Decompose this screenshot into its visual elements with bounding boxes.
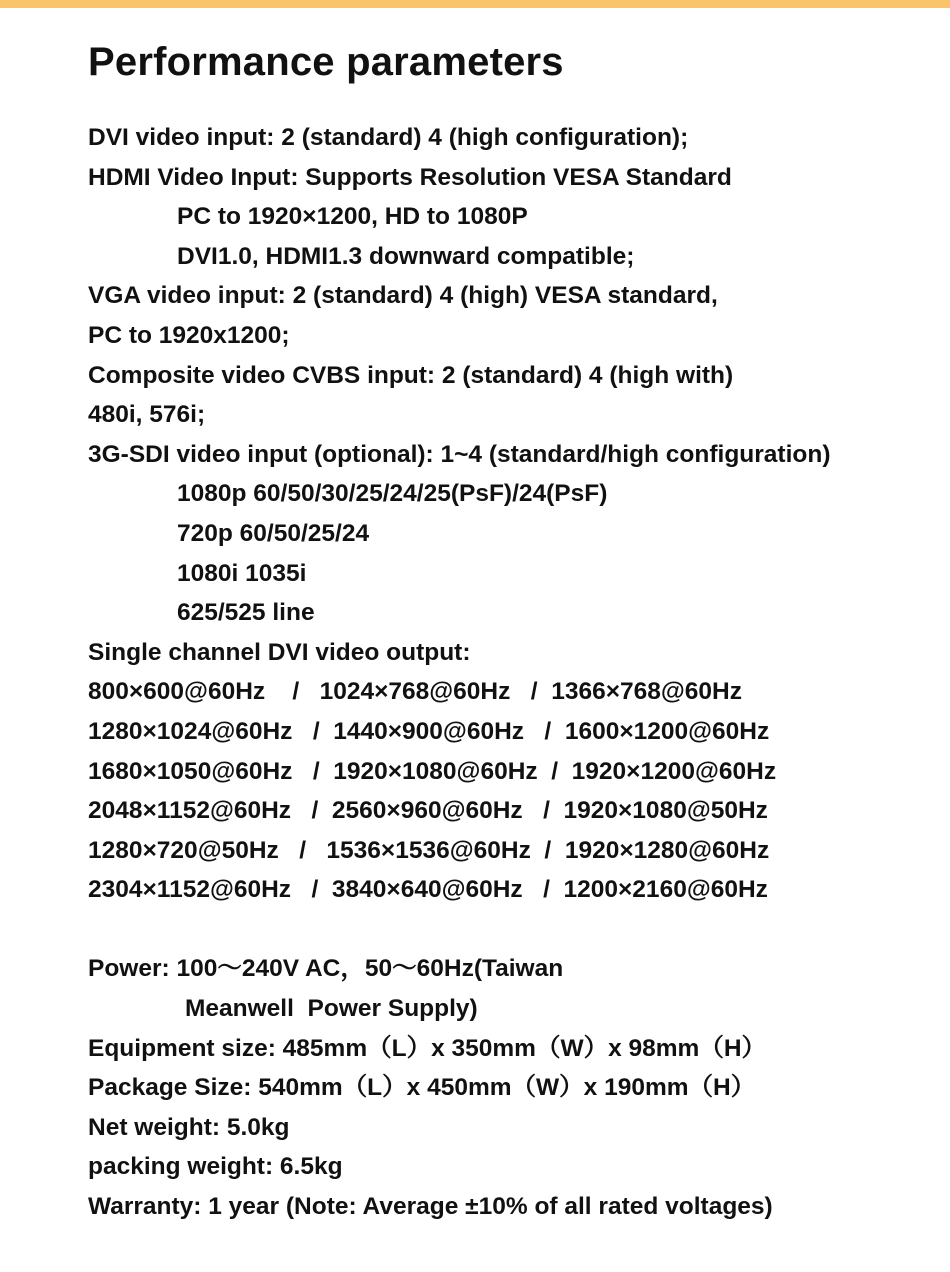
spec-list xyxy=(88,118,938,1227)
spec-cvbs-input: Composite video CVBS input: 2 (standard) 4 (high with) xyxy=(88,361,734,389)
spacer xyxy=(88,910,938,950)
spec-packing-weight: packing weight: 6.5kg xyxy=(88,1153,343,1181)
spec-power-supply: Meanwell Power Supply) xyxy=(185,995,478,1023)
spec-cvbs-resolution: 480i, 576i; xyxy=(88,401,206,429)
spec-package-size: Package Size: 540mm（L）x 450mm（W）x 190mm（H） xyxy=(88,1074,756,1102)
output-resolution-row: 800×600@60Hz / 1024×768@60Hz / 1366×768@60Hz xyxy=(88,678,742,706)
output-resolution-row: 1680×1050@60Hz / 1920×1080@60Hz / 1920×1200@60Hz xyxy=(88,757,777,785)
output-resolution-row: 2048×1152@60Hz / 2560×960@60Hz / 1920×1080@50Hz xyxy=(88,797,768,825)
spec-vga-input: VGA video input: 2 (standard) 4 (high) VESA standard, xyxy=(88,282,718,310)
spec-power: Power: 100～240V AC，50～60Hz(Taiwan xyxy=(88,955,564,983)
page-title: Performance parameters xyxy=(88,40,564,84)
spec-equipment-size: Equipment size: 485mm（L）x 350mm（W）x 98mm（H） xyxy=(88,1034,767,1062)
spec-vga-resolution: PC to 1920x1200; xyxy=(88,321,290,349)
spec-warranty: Warranty: 1 year (Note: Average ±10% of all rated voltages) xyxy=(88,1193,773,1221)
spec-hdmi-compatibility: DVI1.0, HDMI1.3 downward compatible; xyxy=(177,242,635,270)
output-resolution-row: 2304×1152@60Hz / 3840×640@60Hz / 1200×2160@60Hz xyxy=(88,876,768,904)
output-resolution-row: 1280×1024@60Hz / 1440×900@60Hz / 1600×1200@60Hz xyxy=(88,717,770,745)
spec-dvi-input: DVI video input: 2 (standard) 4 (high configuration); xyxy=(88,124,689,151)
spec-net-weight: Net weight: 5.0kg xyxy=(88,1113,290,1141)
spec-sdi-1080i: 1080i 1035i xyxy=(177,559,307,587)
spec-sdi-1080p: 1080p 60/50/30/25/24/25(PsF)/24(PsF) xyxy=(177,480,608,508)
spec-hdmi-input: HDMI Video Input: Supports Resolution VESA Standard xyxy=(88,163,732,191)
spec-sdi-line: 625/525 line xyxy=(177,599,315,627)
spec-sdi-input: 3G-SDI video input (optional): 1~4 (standard/high configuration) xyxy=(88,440,831,468)
top-accent-bar xyxy=(0,0,950,8)
spec-hdmi-resolution: PC to 1920×1200, HD to 1080P xyxy=(177,203,528,231)
spec-sdi-720p: 720p 60/50/25/24 xyxy=(177,519,370,547)
output-resolution-row: 1280×720@50Hz / 1536×1536@60Hz / 1920×1280@60Hz xyxy=(88,836,770,864)
spec-dvi-output: Single channel DVI video output: xyxy=(88,638,471,666)
